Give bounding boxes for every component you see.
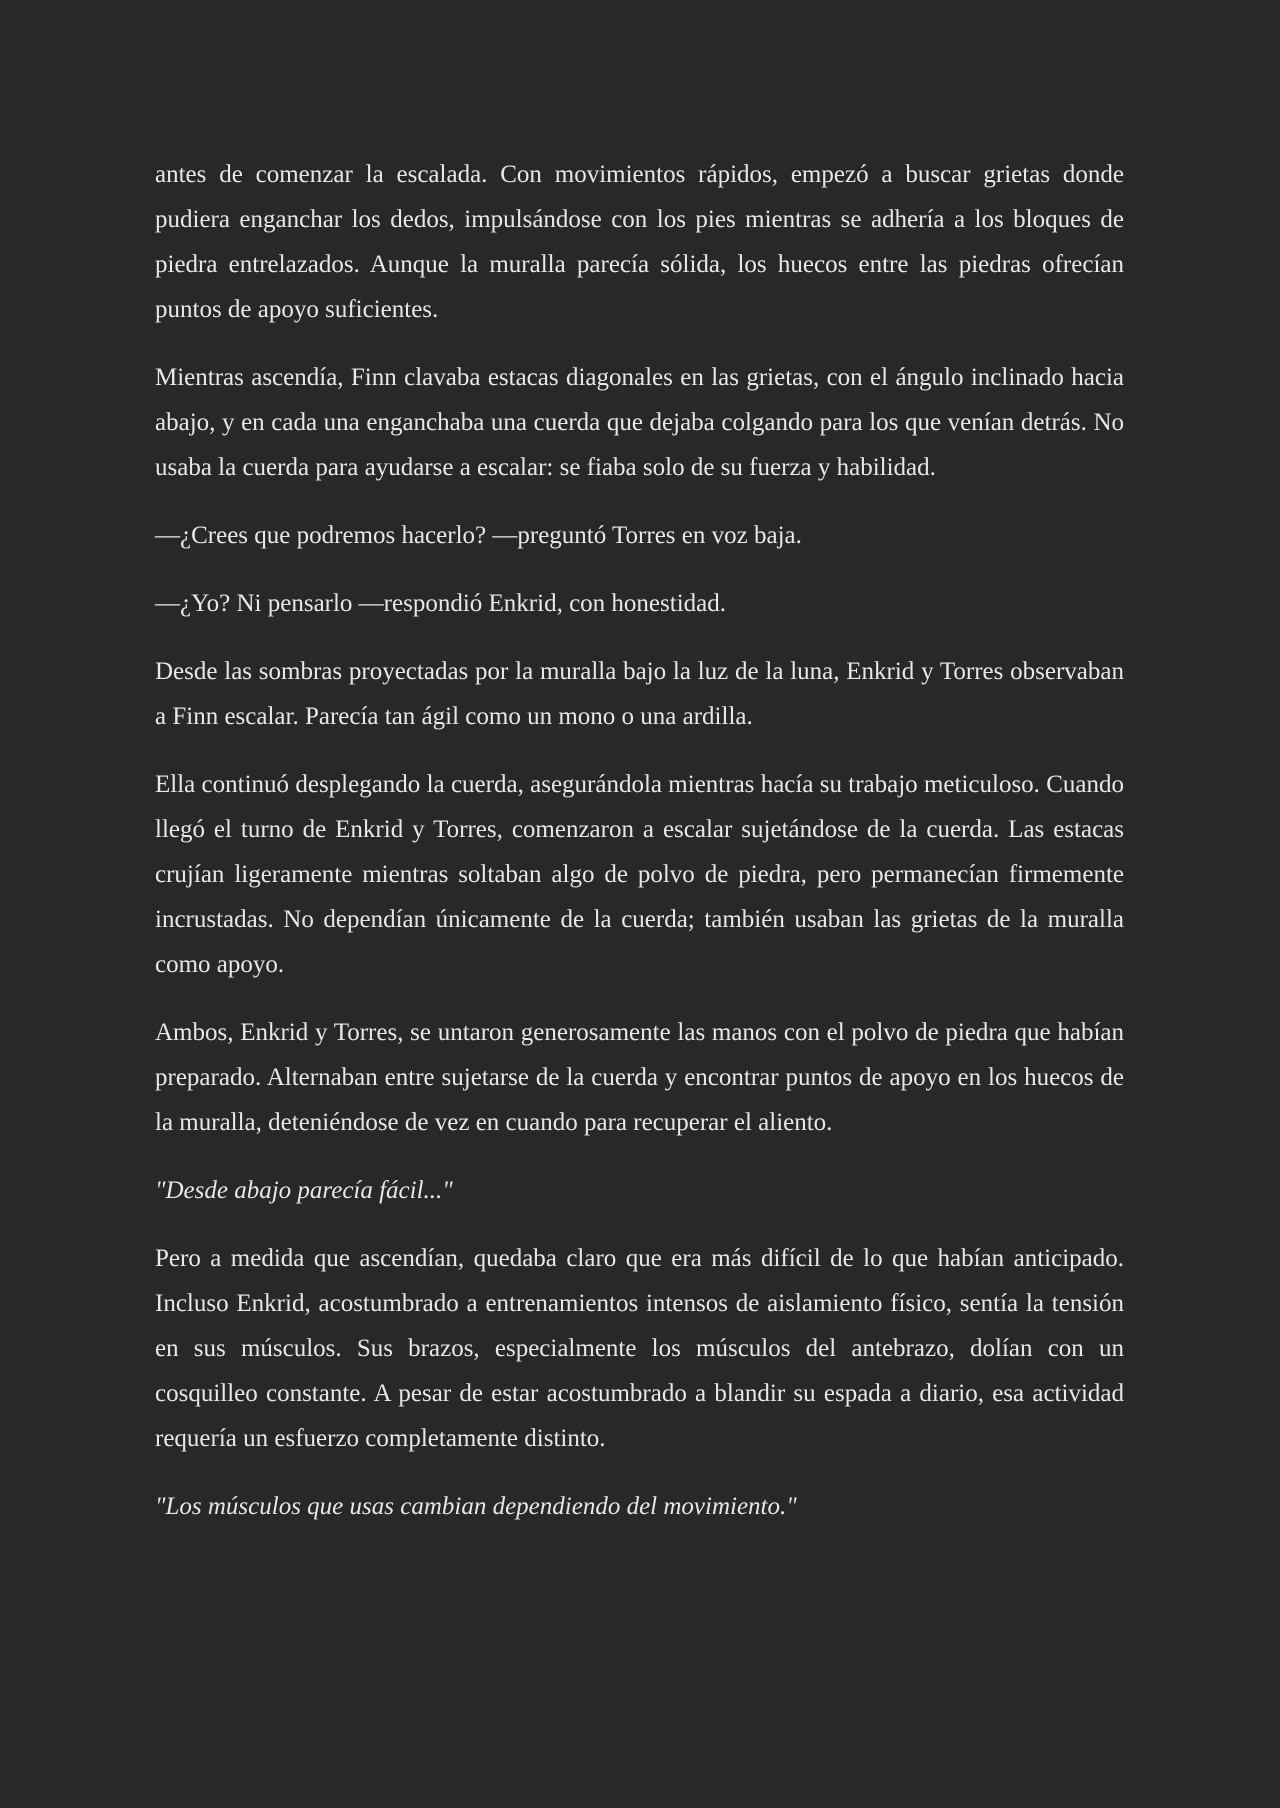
paragraph: antes de comenzar la escalada. Con movimientos rápidos, empezó a buscar grietas donde pudiera enganchar los dedos, impulsándose con los pies mientras se adhería a los bloques de piedra entrelazados. Aunque la muralla parecía sólida, los huecos entre las piedras ofrecían puntos de apoyo suficientes. — [155, 161, 1124, 323]
dialogue-line: —¿Crees que podremos hacerlo? —preguntó Torres en voz baja. — [155, 522, 802, 549]
paragraph: Pero a medida que ascendían, quedaba claro que era más difícil de lo que habían anticipado. Incluso Enkrid, acostumbrado a entrenamientos intensos de aislamiento físico, sentía la tensión en sus músculos. Sus brazos, especialmente los músculos del antebrazo, dolían con un cosquilleo constante. A pesar de estar acostumbrado a blandir su espada a diario, esa actividad requería un esfuerzo completamente distinto. — [155, 1245, 1124, 1452]
inner-thought: "Los músculos que usas cambian dependiendo del movimiento." — [155, 1493, 797, 1520]
paragraph: Ella continuó desplegando la cuerda, asegurándola mientras hacía su trabajo meticuloso. Cuando llegó el turno de Enkrid y Torres, comenzaron a escalar sujetándose de la cuerda. Las estacas crujían ligeramente mientras soltaban algo de polvo de piedra, pero permanecían firmemente incrustadas. No dependían únicamente de la cuerda; también usaban las grietas de la muralla como apoyo. — [155, 771, 1124, 978]
paragraph: Desde las sombras proyectadas por la muralla bajo la luz de la luna, Enkrid y Torres observaban a Finn escalar. Parecía tan ágil como un mono o una ardilla. — [155, 658, 1124, 730]
paragraph: Mientras ascendía, Finn clavaba estacas diagonales en las grietas, con el ángulo inclinado hacia abajo, y en cada una enganchaba una cuerda que dejaba colgando para los que venían detrás. No usaba la cuerda para ayudarse a escalar: se fiaba solo de su fuerza y habilidad. — [155, 364, 1124, 481]
inner-thought: "Desde abajo parecía fácil..." — [155, 1177, 453, 1204]
paragraph: Ambos, Enkrid y Torres, se untaron generosamente las manos con el polvo de piedra que habían preparado. Alternaban entre sujetarse de la cuerda y encontrar puntos de apoyo en los huecos de la muralla, deteniéndose de vez en cuando para recuperar el aliento. — [155, 1019, 1124, 1136]
dialogue-line: —¿Yo? Ni pensarlo —respondió Enkrid, con honestidad. — [155, 590, 726, 617]
